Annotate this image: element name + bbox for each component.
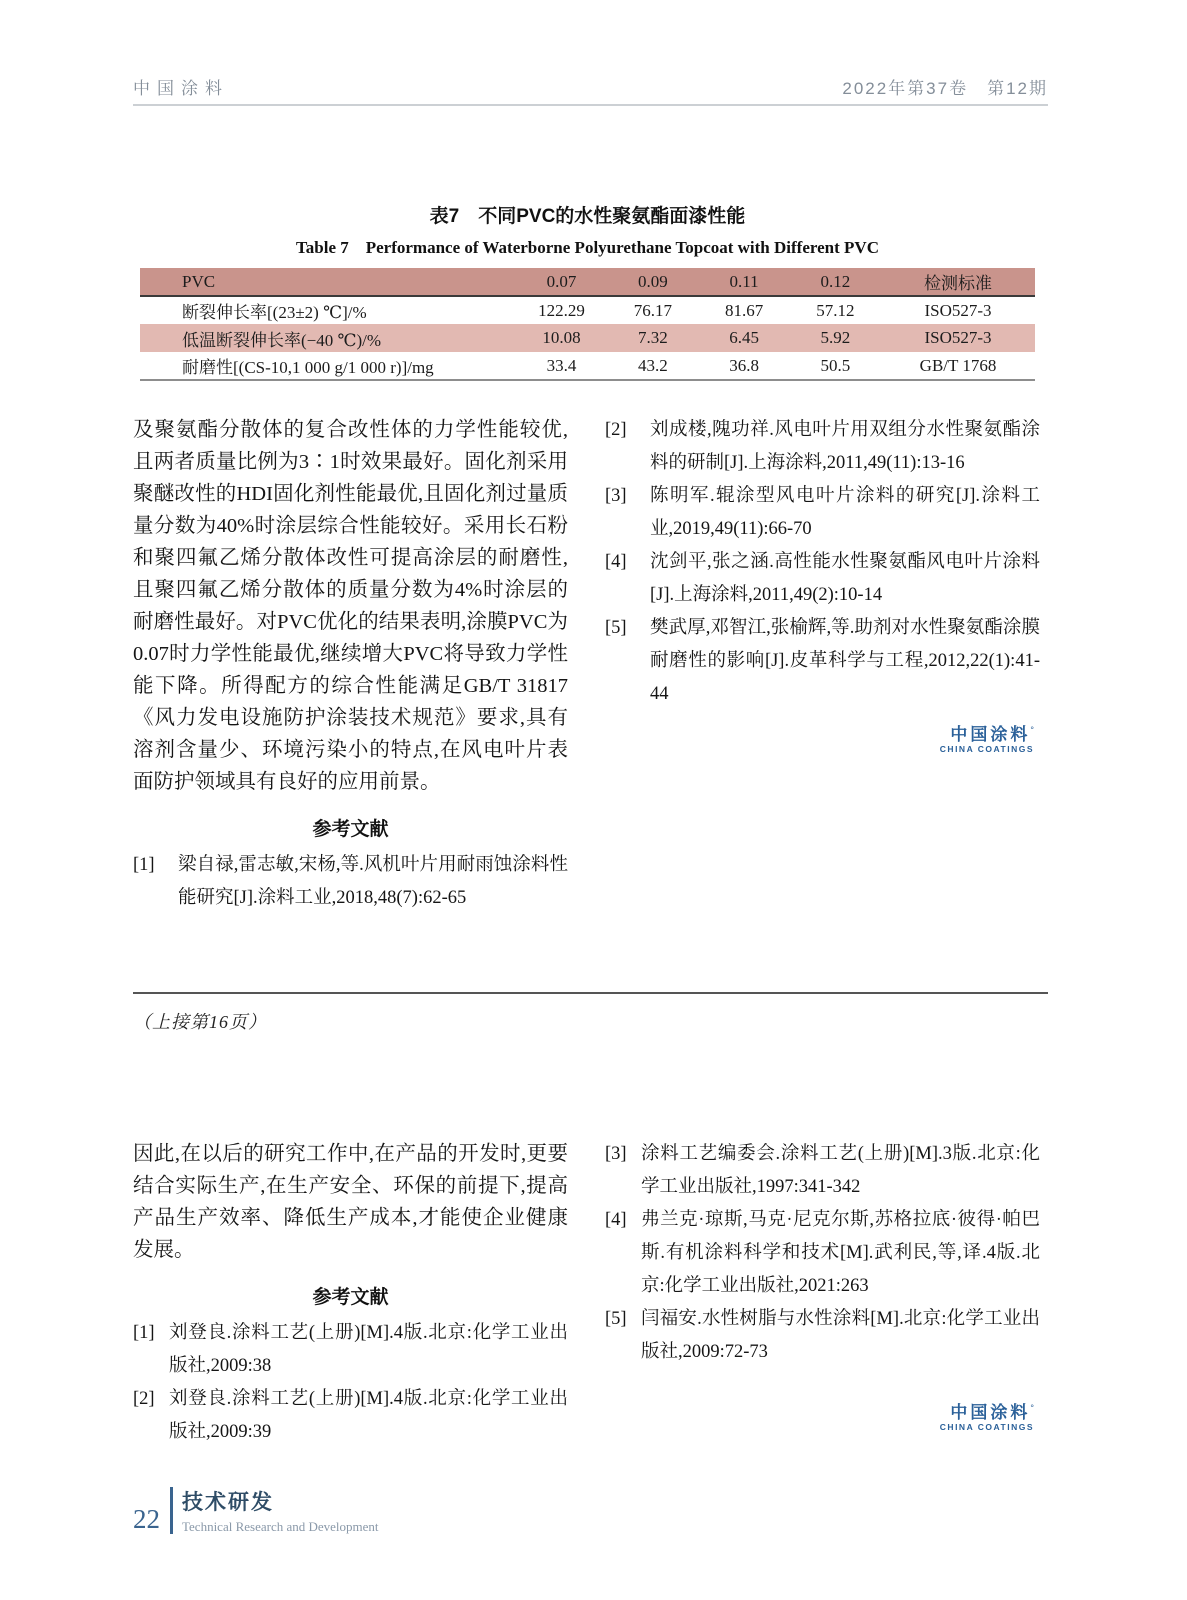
reference-text: 刘成楼,隗功祥.风电叶片用双组分水性聚氨酯涂料的研制[J].上海涂料,2011,49(11):13-16 xyxy=(650,420,1040,473)
row-label: 断裂伸长率[(23±2) ℃]/% xyxy=(182,303,367,322)
reference-number: [5] xyxy=(605,1309,627,1329)
reference-text: 弗兰克·琼斯,马克·尼克尔斯,苏格拉底·彼得·帕巴斯.有机涂料科学和技术[M].武利民,等,译.4版.北京:化学工业出版社,2021:263 xyxy=(641,1210,1040,1296)
section-1-right-column xyxy=(605,414,1040,915)
cell-value: 33.4 xyxy=(516,352,607,380)
col-header-standard: 检测标准 xyxy=(881,268,1035,296)
reference-text: 陈明军.辊涂型风电叶片涂料的研究[J].涂料工业,2019,49(11):66-70 xyxy=(650,486,1040,539)
body-paragraph: 及聚氨酯分散体的复合改性体的力学性能较优,且两者质量比例为3∶1时效果最好。固化剂采用聚醚改性的HDI固化剂性能最优,且固化剂过量质量分数为40%时涂层综合性能较好。采用长石粉和聚四氟乙烯分散体改性可提高涂层的耐磨性,且聚四氟乙烯分散体的质量分数为4%时涂层的耐磨性最好。对PVC优化的结果表明,涂膜PVC为0.07时力学性能最优,继续增大PVC将导致力学性能下降。所得配方的综合性能满足GB/T 31817《风力发电设施防护涂装技术规范》要求,具有溶剂含量少、环境污染小的特点,在风电叶片表面防护领域具有良好的应用前景。 xyxy=(133,419,568,793)
reference-text: 刘登良.涂料工艺(上册)[M].4版.北京:化学工业出版社,2009:38 xyxy=(169,1323,568,1376)
cell-value: 6.45 xyxy=(729,328,759,347)
table-title-en: Table 7 Performance of Waterborne Polyurethane Topcoat with Different PVC xyxy=(296,238,879,257)
reference-item xyxy=(133,849,568,915)
table-row xyxy=(140,352,1035,380)
references-heading: 参考文献 xyxy=(312,819,389,840)
table-row xyxy=(140,324,1035,352)
page-header xyxy=(133,74,1048,106)
reference-number: [2] xyxy=(605,420,627,440)
col-header-009: 0.09 xyxy=(607,268,698,296)
cell-value: 5.92 xyxy=(820,328,851,347)
cell-value: 76.17 xyxy=(633,300,672,320)
section-2-right-column xyxy=(605,1138,1040,1449)
table-header-row xyxy=(140,268,1035,296)
reference-text: 闫福安.水性树脂与水性涂料[M].北京:化学工业出版社,2009:72-73 xyxy=(641,1309,1040,1362)
cell-value: 7.32 xyxy=(637,328,668,347)
reference-item xyxy=(605,1138,1040,1204)
body-paragraph: 因此,在以后的研究工作中,在产品的开发时,更要结合实际生产,在生产安全、环保的前提下,提高产品生产效率、降低生产成本,才能使企业健康发展。 xyxy=(133,1143,568,1261)
performance-table xyxy=(140,268,1035,381)
china-coatings-logo xyxy=(605,1403,1040,1433)
reference-item xyxy=(605,612,1040,711)
footer-section-zh: 技术研发 xyxy=(182,1491,274,1514)
logo-text-en: CHINA COATINGS xyxy=(939,744,1034,755)
reference-item xyxy=(605,480,1040,546)
col-header-007: 0.07 xyxy=(516,268,607,296)
reference-number: [4] xyxy=(605,1210,627,1230)
reference-number: [3] xyxy=(605,1144,627,1164)
section-1 xyxy=(133,414,1040,915)
table-block xyxy=(140,201,1035,381)
cell-value: 81.67 xyxy=(724,300,764,320)
table-title-zh: 表7 不同PVC的水性聚氨酯面漆性能 xyxy=(429,206,746,227)
row-label: 低温断裂伸长率(−40 ℃)/% xyxy=(182,330,382,350)
section-divider xyxy=(133,992,1048,994)
reference-item xyxy=(605,546,1040,612)
logo-text-en: CHINA COATINGS xyxy=(939,1422,1034,1433)
section-2 xyxy=(133,1138,1040,1449)
row-label: 耐磨性[(CS-10,1 000 g/1 000 r)]/mg xyxy=(140,352,516,380)
reference-item xyxy=(133,1317,568,1383)
cell-value: 57.12 xyxy=(816,300,855,320)
reference-number: [2] xyxy=(133,1389,155,1409)
cell-value: 43.2 xyxy=(607,352,698,380)
cell-standard: ISO527-3 xyxy=(924,300,992,320)
cell-standard: GB/T 1768 xyxy=(881,352,1035,380)
reference-item xyxy=(605,1204,1040,1303)
cell-value: 50.5 xyxy=(790,352,881,380)
section-1-left-column xyxy=(133,414,568,915)
journal-name: 中国涂料 xyxy=(133,79,229,98)
footer-divider-bar xyxy=(170,1487,173,1534)
logo-trademark-icon: ° xyxy=(1030,1403,1034,1413)
page-footer xyxy=(133,1486,379,1535)
logo-text-zh: 中国涂料 xyxy=(950,725,1031,744)
reference-item xyxy=(133,1383,568,1449)
reference-text: 梁自禄,雷志敏,宋杨,等.风机叶片用耐雨蚀涂料性能研究[J].涂料工业,2018,48(7):62-65 xyxy=(178,855,568,908)
cell-value: 36.8 xyxy=(698,352,789,380)
reference-item xyxy=(605,1303,1040,1369)
reference-text: 樊武厚,邓智江,张榆辉,等.助剂对水性聚氨酯涂膜耐磨性的影响[J].皮革科学与工程,2012,22(1):41-44 xyxy=(650,618,1040,704)
china-coatings-logo xyxy=(605,725,1040,755)
reference-number: [3] xyxy=(605,486,627,506)
col-header-012: 0.12 xyxy=(790,268,881,296)
reference-number: [4] xyxy=(605,552,627,572)
cell-value: 122.29 xyxy=(538,300,585,320)
logo-text-zh: 中国涂料 xyxy=(950,1403,1031,1422)
reference-text: 刘登良.涂料工艺(上册)[M].4版.北京:化学工业出版社,2009:39 xyxy=(169,1389,568,1442)
reference-text: 沈剑平,张之涵.高性能水性聚氨酯风电叶片涂料[J].上海涂料,2011,49(2):10-14 xyxy=(650,552,1040,605)
references-heading: 参考文献 xyxy=(312,1287,389,1308)
reference-number: [1] xyxy=(133,1323,155,1343)
cell-value: 10.08 xyxy=(542,328,581,347)
section-2-left-column xyxy=(133,1138,568,1449)
footer-section-en: Technical Research and Development xyxy=(182,1519,379,1534)
reference-number: [5] xyxy=(605,618,627,638)
continuation-note: （上接第16页） xyxy=(133,1012,267,1032)
cell-standard: ISO527-3 xyxy=(924,328,992,347)
page-number: 22 xyxy=(133,1504,160,1535)
col-header-pvc: PVC xyxy=(140,268,516,296)
col-header-011: 0.11 xyxy=(698,268,789,296)
logo-trademark-icon: ° xyxy=(1030,725,1034,735)
table-row xyxy=(140,296,1035,324)
reference-number: [1] xyxy=(133,855,155,875)
reference-text: 涂料工艺编委会.涂料工艺(上册)[M].3版.北京:化学工业出版社,1997:341-342 xyxy=(641,1144,1040,1197)
issue-info: 2022年第37卷 第12期 xyxy=(842,79,1048,98)
reference-item xyxy=(605,414,1040,480)
